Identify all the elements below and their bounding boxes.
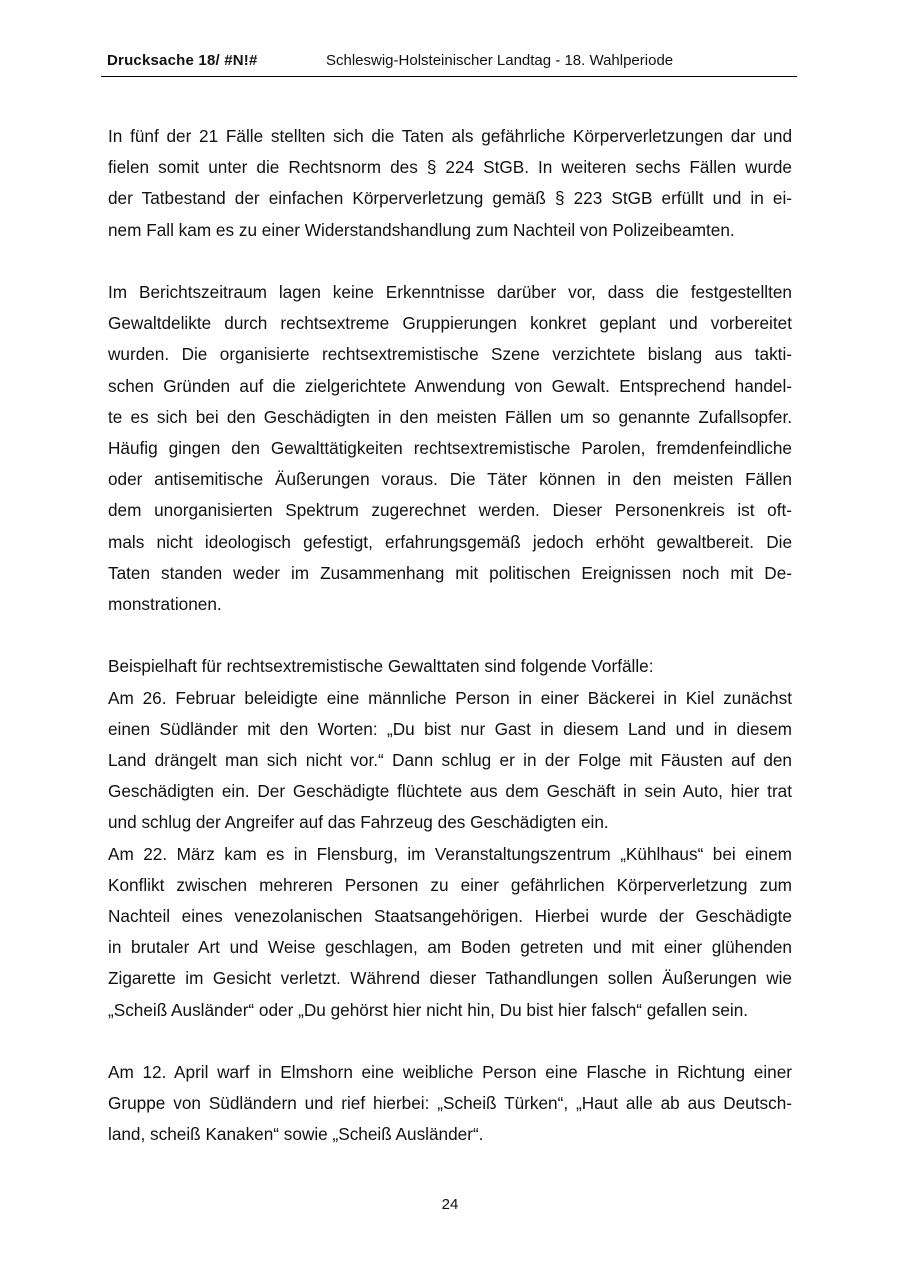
text-line: fielen somit unter die Rechtsnorm des § 224 StGB. In weiteren sechs Fällen wurde <box>108 157 792 178</box>
text-line: land, scheiß Kanaken“ sowie „Scheiß Ausländer“. <box>108 1124 484 1145</box>
text-line: monstrationen. <box>108 594 222 615</box>
text-line: und schlug der Angreifer auf das Fahrzeug des Geschädigten ein. <box>108 812 609 833</box>
text-line: oder antisemitische Äußerungen voraus. Die Täter können in den meisten Fällen <box>108 469 792 490</box>
text-line: der Tatbestand der einfachen Körperverletzung gemäß § 223 StGB erfüllt und in ei- <box>108 188 792 209</box>
header-title: Schleswig-Holsteinischer Landtag - 18. Wahlperiode <box>326 52 674 69</box>
text-line: dem unorganisierten Spektrum zugerechnet werden. Dieser Personenkreis ist oft- <box>108 500 792 521</box>
text-line: Land drängelt man sich nicht vor.“ Dann schlug er in der Folge mit Fäusten auf den <box>108 750 792 771</box>
text-line: Beispielhaft für rechtsextremistische Gewalttaten sind folgende Vorfälle: <box>108 656 654 677</box>
text-line: Am 26. Februar beleidigte eine männliche Person in einer Bäckerei in Kiel zunächst <box>108 687 792 708</box>
text-line: wurden. Die organisierte rechtsextremistische Szene verzichtete bislang aus takti- <box>108 344 792 365</box>
text-line: Gruppe von Südländern und rief hierbei: „Scheiß Türken“, „Haut alle ab aus Deutsch- <box>108 1093 792 1114</box>
paragraph-incident-kiel <box>108 683 792 839</box>
text-line: einen Südländer mit den Worten: „Du bist nur Gast in diesem Land und in diesem <box>108 718 792 739</box>
text-line: Taten standen weder im Zusammenhang mit politischen Ereignissen noch mit De- <box>108 562 792 583</box>
text-line: te es sich bei den Geschädigten in den meisten Fällen um so genannte Zufallsopfer. <box>108 406 792 427</box>
text-line: Zigarette im Gesicht verletzt. Während dieser Tathandlungen sollen Äußerungen wie <box>108 968 792 989</box>
text-line: Gewaltdelikte durch rechtsextreme Gruppierungen konkret geplant und vorbereitet <box>108 313 792 334</box>
text-line: in brutaler Art und Weise geschlagen, am Boden getreten und mit einer glühenden <box>108 937 792 958</box>
paragraph-examples-intro <box>108 651 792 682</box>
text-line: „Scheiß Ausländer“ oder „Du gehörst hier nicht hin, Du bist hier falsch“ gefallen sein. <box>108 999 749 1020</box>
text-line: mals nicht ideologisch gefestigt, erfahrungsgemäß jedoch erhöht gewaltbereit. Die <box>108 531 792 552</box>
paragraph-offence-types <box>108 121 792 246</box>
text-line: schen Gründen auf die zielgerichtete Anwendung von Gewalt. Entsprechend handel- <box>108 375 792 396</box>
text-line: Im Berichtszeitraum lagen keine Erkenntnisse darüber vor, dass die festgestellten <box>108 282 792 302</box>
text-line: Am 22. März kam es in Flensburg, im Veranstaltungszentrum „Kühlhaus“ bei einem <box>108 843 792 864</box>
paragraph-incident-elmshorn <box>108 1057 792 1151</box>
paragraph-reporting-period <box>108 277 792 620</box>
document-number: Drucksache 18/ #N!# <box>107 52 258 69</box>
body-text <box>108 121 792 1151</box>
text-line: Nachteil eines venezolanischen Staatsangehörigen. Hierbei wurde der Geschädigte <box>108 906 792 927</box>
paragraph-incident-flensburg <box>108 839 792 1026</box>
text-line: Konflikt zwischen mehreren Personen zu einer gefährlichen Körperverletzung zum <box>108 874 792 895</box>
page-number: 24 <box>441 1196 459 1213</box>
text-line: Häufig gingen den Gewalttätigkeiten rechtsextremistische Parolen, fremdenfeindliche <box>108 438 792 459</box>
text-line: Am 12. April warf in Elmshorn eine weibliche Person eine Flasche in Richtung einer <box>108 1062 792 1083</box>
text-line: Geschädigten ein. Der Geschädigte flüchtete aus dem Geschäft in sein Auto, hier trat <box>108 781 792 802</box>
page-header <box>101 50 797 77</box>
text-line: In fünf der 21 Fälle stellten sich die Taten als gefährliche Körperverletzungen dar und <box>108 126 792 146</box>
text-line: nem Fall kam es zu einer Widerstandshandlung zum Nachteil von Polizeibeamten. <box>108 219 735 240</box>
